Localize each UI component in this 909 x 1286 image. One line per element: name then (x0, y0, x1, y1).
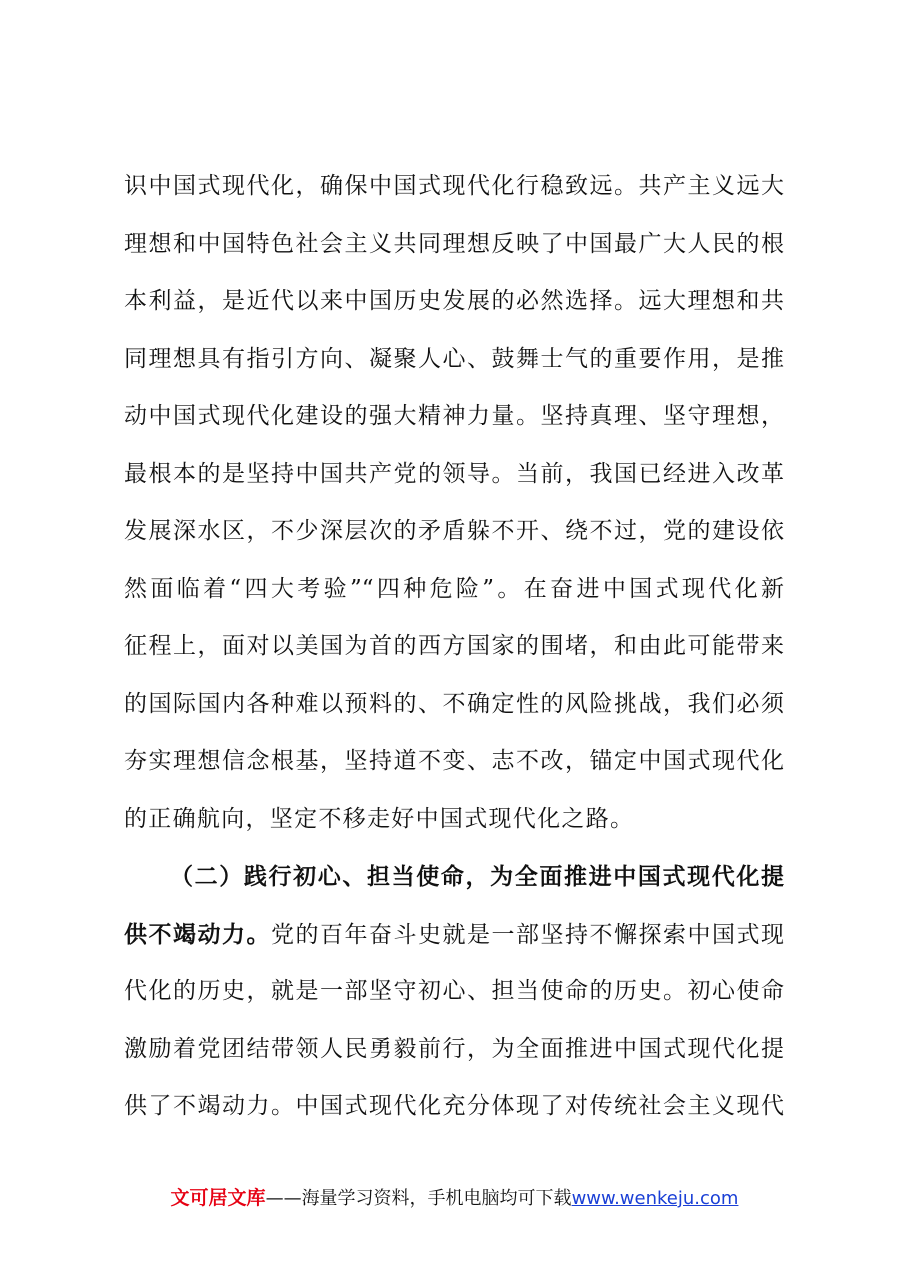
paragraph-line: 激励着党团结带领人民勇毅前行，为全面推进中国式现代化提 (124, 1035, 784, 1062)
paragraph-line: 的正确航向，坚定不移走好中国式现代化之路。 (124, 805, 635, 832)
section-heading-line (124, 848, 784, 906)
paragraph-line (124, 906, 784, 964)
paragraph-line: 的国际国内各种难以预料的、不确定性的风险挑战，我们必须 (124, 690, 784, 717)
footer-tagline: ——海量学习资料，手机电脑均可下载 (265, 1188, 572, 1209)
website-link[interactable]: www.wenkeju.com (571, 1188, 739, 1209)
paragraph-text: 党的百年奋斗史就是一部坚持不懈探索中国式现 (271, 921, 784, 948)
paragraph-line: 征程上，面对以美国为首的西方国家的围堵，和由此可能带来 (124, 633, 784, 659)
footer-banner (0, 1183, 909, 1210)
paragraph-line: 发展深水区，不少深层次的矛盾躲不开、绕不过，党的建设依 (124, 518, 784, 544)
paragraph-line: 最根本的是坚持中国共产党的领导。当前，我国已经进入改革 (124, 460, 784, 487)
paragraph-line: 本利益，是近代以来中国历史发展的必然选择。远大理想和共 (124, 288, 784, 314)
brand-name: 文可居文库 (170, 1187, 266, 1209)
paragraph-line: 代化的历史，就是一部坚守初心、担当使命的历史。初心使命 (124, 978, 784, 1004)
section-heading-continuation: 供不竭动力。 (124, 920, 271, 948)
paragraph-line: 识中国式现代化，确保中国式现代化行稳致远。共产主义远大 (124, 173, 784, 199)
paragraph-line: 然面临着“四大考验”“四种危险”。在奋进中国式现代化新 (124, 575, 784, 602)
section-heading: （二）践行初心、担当使命，为全面推进中国式现代化提 (170, 863, 784, 890)
paragraph-line: 理想和中国特色社会主义共同理想反映了中国最广大人民的根 (124, 230, 784, 257)
document-body (124, 158, 784, 1136)
paragraph-line: 供了不竭动力。中国式现代化充分体现了对传统社会主义现代 (124, 1093, 784, 1119)
paragraph-line: 夯实理想信念根基，坚持道不变、志不改，锚定中国式现代化 (124, 748, 784, 774)
paragraph-line: 同理想具有指引方向、凝聚人心、鼓舞士气的重要作用，是推 (124, 345, 784, 372)
paragraph-line: 动中国式现代化建设的强大精神力量。坚持真理、坚守理想， (124, 403, 784, 429)
